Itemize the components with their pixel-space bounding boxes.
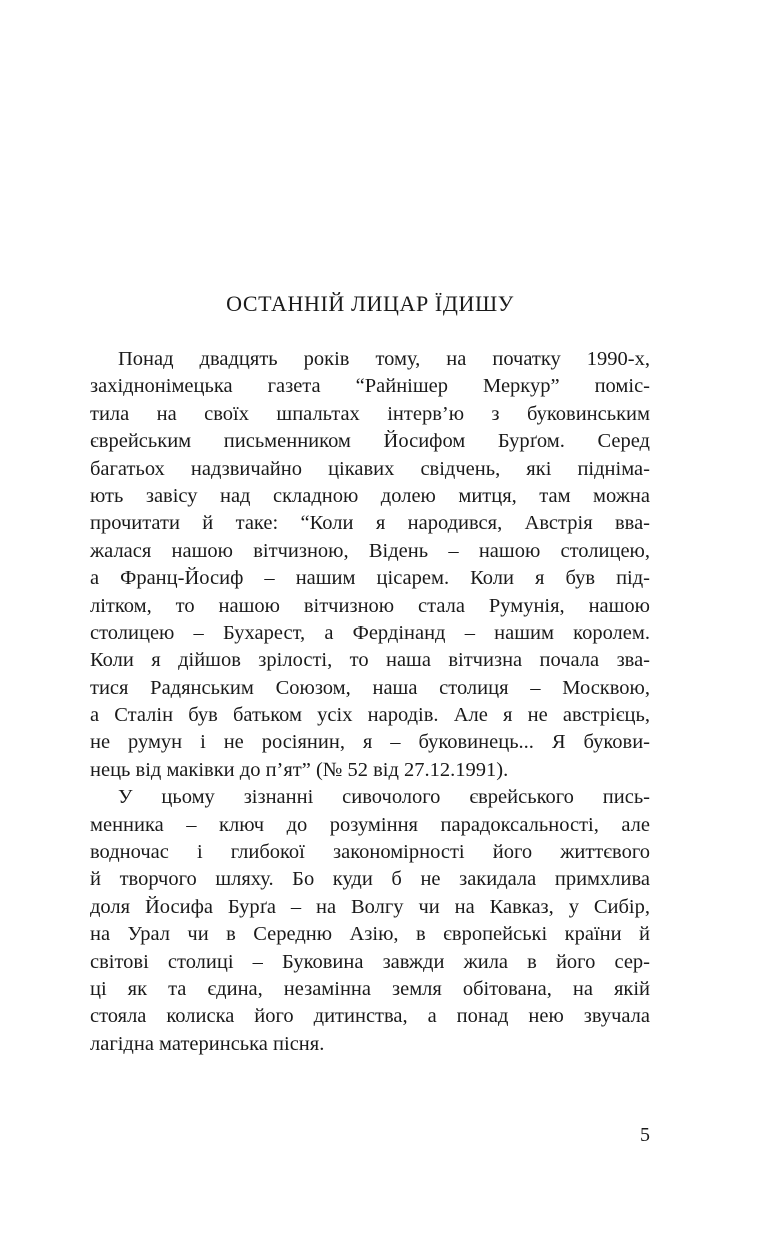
body-text — [90, 346, 650, 1058]
chapter-title: ОСТАННІЙ ЛИЦАР ЇДИШУ — [226, 291, 514, 316]
text-line: жалася нашою вітчизною, Відень – нашою столицею, — [90, 539, 650, 562]
text-line: водночас і глибокої закономірності його життєвого — [90, 841, 650, 864]
paragraph — [90, 346, 650, 784]
text-line: багатьох надзвичайно цікавих свідчень, які підніма- — [90, 457, 650, 480]
text-line: західнонімецька газета “Райнішер Меркур” поміс- — [90, 375, 650, 398]
text-line: й творчого шляху. Бо куди б не закидала примхлива — [90, 868, 650, 891]
text-line: лагідна материнська пісня. — [90, 1032, 325, 1055]
text-line: стояла колиска його дитинства, а понад нею звучала — [90, 1005, 650, 1028]
text-line: тися Радянським Союзом, наша столиця – Москвою, — [90, 676, 650, 699]
paragraph — [90, 784, 650, 1058]
text-line: ці як та єдина, незамінна земля обітована, на якій — [90, 977, 650, 1000]
text-line: не румун і не росіянин, я – буковинець... Я букови- — [90, 731, 650, 754]
text-line: єврейським письменником Йосифом Бурґом. Серед — [90, 430, 650, 453]
page-number: 5 — [640, 1124, 650, 1146]
text-line: У цьому зізнанні сивочолого єврейського пись- — [118, 786, 650, 809]
text-line: столицею – Бухарест, а Фердінанд – нашим королем. — [90, 621, 650, 644]
text-line: нець від маківки до п’ят” (№ 52 від 27.12.1991). — [90, 758, 509, 781]
text-line: менника – ключ до розуміння парадоксальності, але — [90, 813, 650, 836]
text-line: тила на своїх шпальтах інтерв’ю з буковинським — [90, 402, 650, 425]
text-line: а Франц-Йосиф – нашим цісарем. Коли я був під- — [90, 567, 650, 590]
text-line: на Урал чи в Середню Азію, в європейські країни й — [90, 923, 650, 946]
text-line: прочитати й таке: “Коли я народився, Австрія вва- — [90, 512, 650, 535]
text-line: світові столиці – Буковина завжди жила в його сер- — [90, 950, 650, 973]
text-line: ють завісу над складною долею митця, там можна — [90, 484, 650, 507]
text-line: Понад двадцять років тому, на початку 1990-х, — [118, 348, 650, 370]
text-line: доля Йосифа Бурґа – на Волгу чи на Кавказ, у Сибір, — [90, 895, 650, 918]
text-line: літком, то нашою вітчизною стала Румунія, нашою — [90, 594, 650, 617]
text-line: а Сталін був батьком усіх народів. Але я не австрієць, — [90, 704, 650, 727]
text-line: Коли я дійшов зрілості, то наша вітчизна почала зва- — [90, 649, 650, 672]
